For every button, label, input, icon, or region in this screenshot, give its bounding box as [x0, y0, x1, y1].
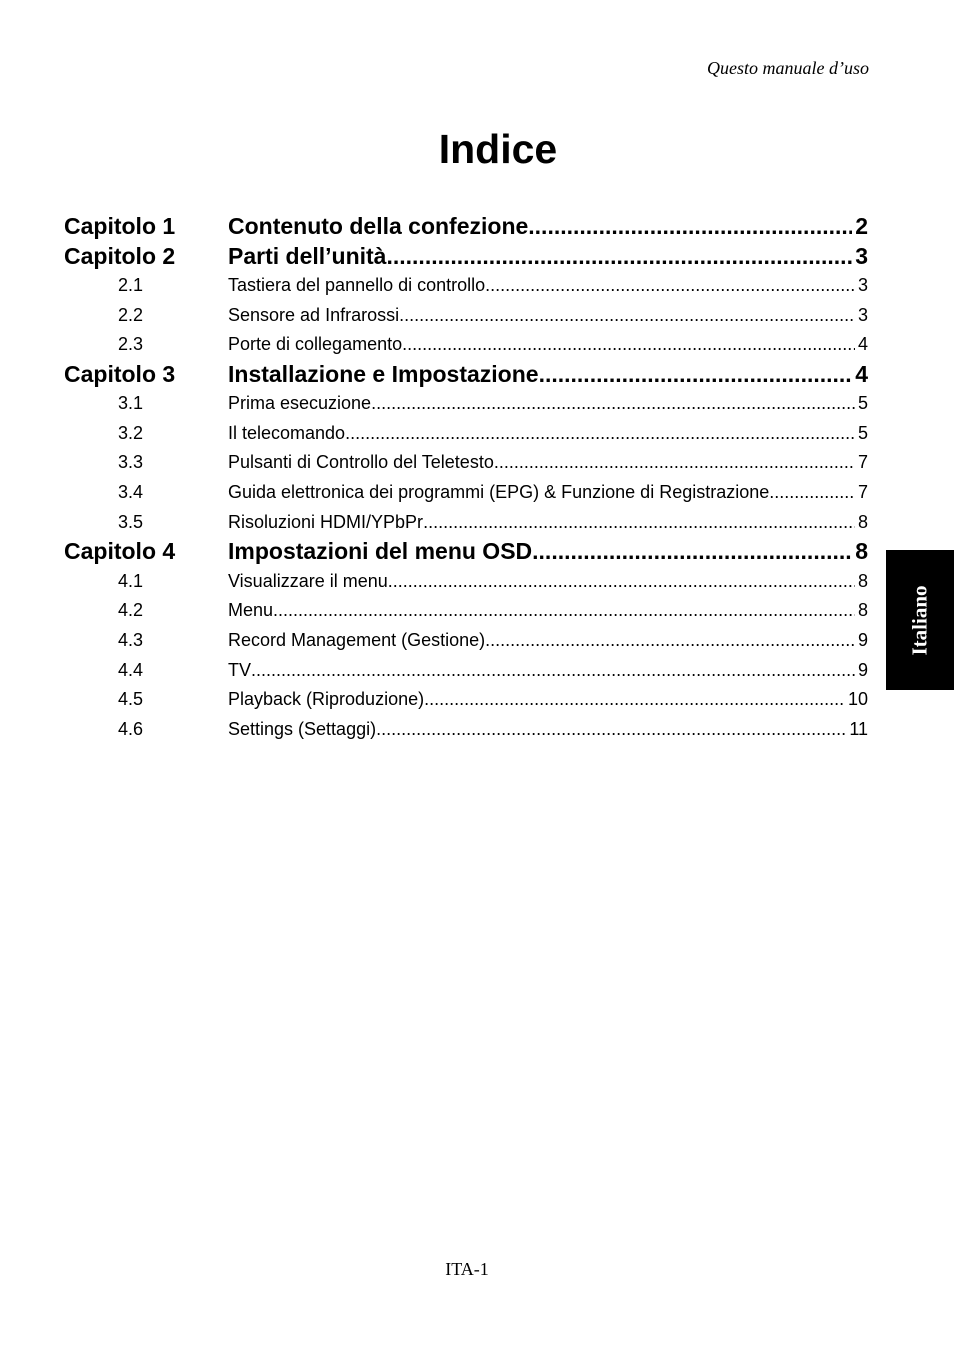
toc-section-entry — [64, 478, 868, 508]
toc-entry-label: Parti dell’unità — [228, 242, 387, 269]
toc-section-entry — [64, 567, 868, 597]
toc-entry-label: TV — [228, 659, 252, 680]
toc-section-entry — [64, 656, 868, 686]
toc-dot-leader — [424, 685, 845, 715]
page-number: ITA-1 — [445, 1259, 489, 1279]
toc-entry-label: Settings (Settaggi) — [228, 718, 377, 739]
toc-entry-number: 2.3 — [118, 334, 144, 355]
toc-entry-page: 5 — [857, 422, 868, 443]
toc-entry-page: 8 — [855, 538, 868, 565]
toc-dot-leader — [423, 508, 855, 538]
toc-dot-leader — [402, 330, 855, 360]
toc-entry-label: Guida elettronica dei programmi (EPG) & Funzione di Registrazione — [228, 482, 770, 503]
toc-entry-label: Pulsanti di Controllo del Teletesto — [228, 452, 494, 473]
toc-entry-page: 5 — [857, 393, 868, 414]
language-tab-label: Italiano — [907, 584, 932, 656]
toc-entry-number: 4.5 — [118, 689, 144, 710]
toc-entry-page: 4 — [857, 334, 868, 355]
toc-entry-number: 3.1 — [118, 393, 144, 414]
toc-dot-leader — [376, 715, 846, 745]
toc-entry-number: 4.4 — [118, 659, 144, 680]
toc-entry-label: Contenuto della confezione — [228, 213, 529, 239]
toc-entry-page: 7 — [857, 452, 868, 473]
toc-dot-leader — [386, 242, 852, 272]
toc-entry-number: 4.6 — [118, 718, 144, 739]
toc-entry-page: 8 — [857, 600, 868, 621]
language-tab — [886, 550, 954, 690]
toc-entry-page: 8 — [857, 511, 868, 532]
toc-section-entry — [64, 448, 868, 478]
toc-entry-page: 3 — [855, 242, 868, 269]
page-title: Indice — [438, 126, 558, 172]
toc-section-entry — [64, 419, 868, 449]
toc-dot-leader — [485, 626, 855, 656]
toc-entry-number: 3.2 — [118, 422, 144, 443]
toc-entry-label: Record Management (Gestione) — [228, 629, 486, 650]
running-header: Questo manuale d’uso — [707, 58, 869, 78]
toc-entry-number: 2.2 — [118, 304, 144, 325]
toc-dot-leader — [388, 567, 855, 597]
toc-entry-label: Tastiera del pannello di controllo — [228, 275, 486, 295]
toc-dot-leader — [251, 656, 855, 686]
toc-entry-page: 2 — [855, 213, 868, 239]
toc-dot-leader — [273, 596, 855, 626]
toc-entry-number: 4.2 — [118, 600, 144, 621]
toc-section-entry — [64, 271, 868, 301]
toc-section-entry — [64, 508, 868, 538]
toc-section-entry — [64, 330, 868, 360]
toc-section-entry — [64, 715, 868, 745]
toc-dot-leader — [485, 271, 855, 301]
toc-entry-label: Visualizzare il menu — [228, 570, 388, 591]
toc-entry-number: Capitolo 3 — [64, 360, 176, 387]
toc-section-entry — [64, 596, 868, 626]
toc-entry-page: 9 — [857, 659, 868, 680]
toc-entry-label: Impostazioni del menu OSD — [228, 538, 533, 565]
toc-entry-page: 10 — [847, 689, 868, 710]
toc-chapter-entry — [64, 212, 868, 242]
toc-entry-label: Playback (Riproduzione) — [228, 689, 425, 710]
toc-entry-number: Capitolo 2 — [64, 242, 176, 269]
toc-dot-leader — [532, 537, 852, 567]
toc-entry-number: Capitolo 1 — [64, 213, 176, 239]
toc-section-entry — [64, 685, 868, 715]
toc-entry-page: 7 — [857, 482, 868, 503]
toc-entry-label: Menu — [228, 600, 274, 621]
toc-entry-label: Il telecomando — [228, 422, 346, 443]
toc-section-entry — [64, 389, 868, 419]
toc-dot-leader — [399, 301, 855, 331]
toc-dot-leader — [539, 360, 853, 390]
toc-entry-number: 3.3 — [118, 452, 144, 473]
toc-entry-number: 3.4 — [118, 482, 144, 503]
toc-dot-leader — [371, 389, 855, 419]
toc-entry-number: 3.5 — [118, 511, 144, 532]
toc-entry-page: 3 — [857, 304, 868, 325]
toc-entry-label: Sensore ad Infrarossi — [228, 304, 400, 325]
toc-entry-page: 3 — [857, 275, 868, 295]
toc-entry-label: Installazione e Impostazione — [228, 360, 539, 387]
toc-entry-page: 9 — [857, 629, 868, 650]
toc-entry-page: 8 — [857, 570, 868, 591]
table-of-contents — [64, 212, 868, 744]
toc-entry-page: 11 — [849, 718, 868, 739]
toc-chapter-entry — [64, 360, 868, 390]
toc-entry-label: Risoluzioni HDMI/YPbPr — [228, 511, 424, 532]
toc-chapter-entry — [64, 537, 868, 567]
toc-entry-label: Prima esecuzione — [228, 393, 372, 414]
toc-entry-number: 4.1 — [118, 570, 144, 591]
toc-entry-number: 4.3 — [118, 629, 144, 650]
toc-entry-number: Capitolo 4 — [64, 538, 176, 565]
toc-entry-page: 4 — [855, 360, 868, 387]
toc-section-entry — [64, 301, 868, 331]
toc-dot-leader — [494, 448, 855, 478]
toc-dot-leader — [769, 478, 855, 508]
toc-chapter-entry — [64, 242, 868, 272]
toc-dot-leader — [528, 212, 852, 242]
toc-section-entry — [64, 626, 868, 656]
toc-entry-label: Porte di collegamento — [228, 334, 403, 355]
toc-dot-leader — [345, 419, 855, 449]
toc-entry-number: 2.1 — [118, 275, 144, 295]
